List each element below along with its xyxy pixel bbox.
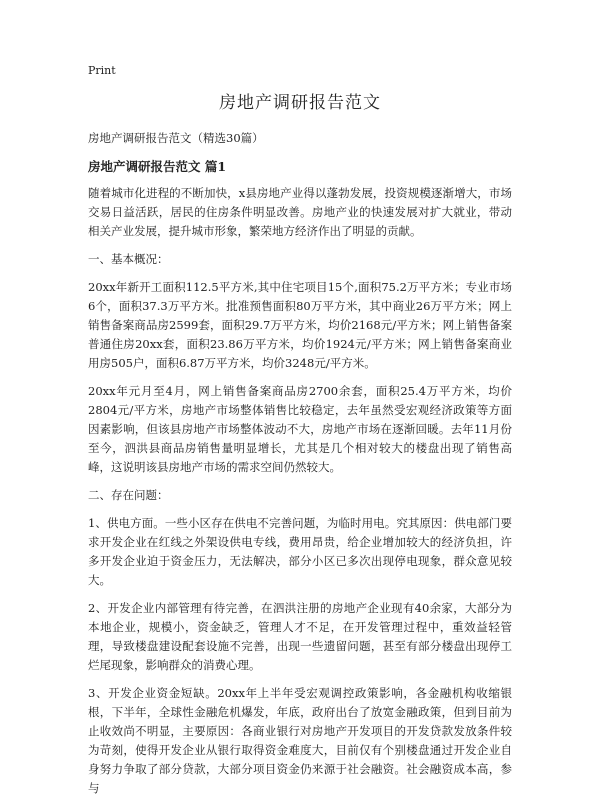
heading-problems: 二、存在问题： [88, 488, 169, 502]
print-label: Print [88, 64, 116, 77]
paragraph-overview-stats: 20xx年新开工面积112.5平方米,其中住宅项目15个,面积75.2万平方米；专业市场6个，面积37.3万平方米。批准预售面积80万平方米，其中商业26万平方米；网上销售备案商品房2599套，面积29.7万平方米，均价2168元/平方米；网上销售备案普通住房20xx套，面积23.86万平方米，均价1924元/平方米；网上销售备案商业用房505户，面积6.87万平方米，均价3248元/平方米。 [88, 280, 512, 370]
page-title: 房地产调研报告范文 [219, 93, 381, 113]
heading-overview: 一、基本概况： [88, 252, 169, 266]
section-heading: 房地产调研报告范文 篇1 [88, 159, 227, 174]
document-subtitle: 房地产调研报告范文（精选30篇） [88, 131, 264, 145]
paragraph-problem-power: 1、供电方面。一些小区存在供电不完善问题，为临时用电。究其原因：供电部门要求开发企业在红线之外架设供电专线，费用昂贵，给企业增加较大的经济负担，许多开发企业迫于资金压力，无法解决，部分小区已多次出现停电现象，群众意见较大。 [88, 516, 512, 587]
paragraph-sales-trend: 20xx年元月至4月，网上销售备案商品房2700余套，面积25.4万平方米，均价2804元/平方米，房地产市场整体销售比较稳定，去年虽然受宏观经济政策等方面因素影响，但该县房地产市场整体波动不大，房地产市场在逐渐回暖。去年11月份至今，泗洪县商品房销售量明显增长，尤其是几个相对较大的楼盘出现了销售高峰，这说明该县房地产市场的需求空间仍然较大。 [88, 384, 512, 474]
paragraph-intro: 随着城市化进程的不断加快，x县房地产业得以蓬勃发展，投资规模逐渐增大，市场交易日益活跃，居民的住房条件明显改善。房地产业的快速发展对扩大就业，带动相关产业发展，提升城市形象，繁荣地方经济作出了明显的贡献。 [88, 186, 512, 238]
paragraph-problem-funding: 3、开发企业资金短缺。20xx年上半年受宏观调控政策影响，各金融机构收缩银根，下半年，全球性金融危机爆发，年底，政府出台了放宽金融政策，但到目前为止收效尚不明显，主要原因：各商业银行对房地产开发项目的开发贷款发放条件较为苛刻，使得开发企业从银行取得资金难度大，目前仅有个别楼盘通过开发企业自身努力争取了部分贷款，大部分项目资金仍来源于社会融资。社会融资成本高，参与 [88, 686, 512, 795]
paragraph-problem-management: 2、开发企业内部管理有待完善，在泗洪注册的房地产企业现有40余家，大部分为本地企业，规模小，资金缺乏，管理人才不足，在开发管理过程中，重效益轻管理，导致楼盘建设配套设施不完善，出现一些遗留问题，甚至有部分楼盘出现停工烂尾现象，影响群众的消费心理。 [88, 601, 512, 672]
